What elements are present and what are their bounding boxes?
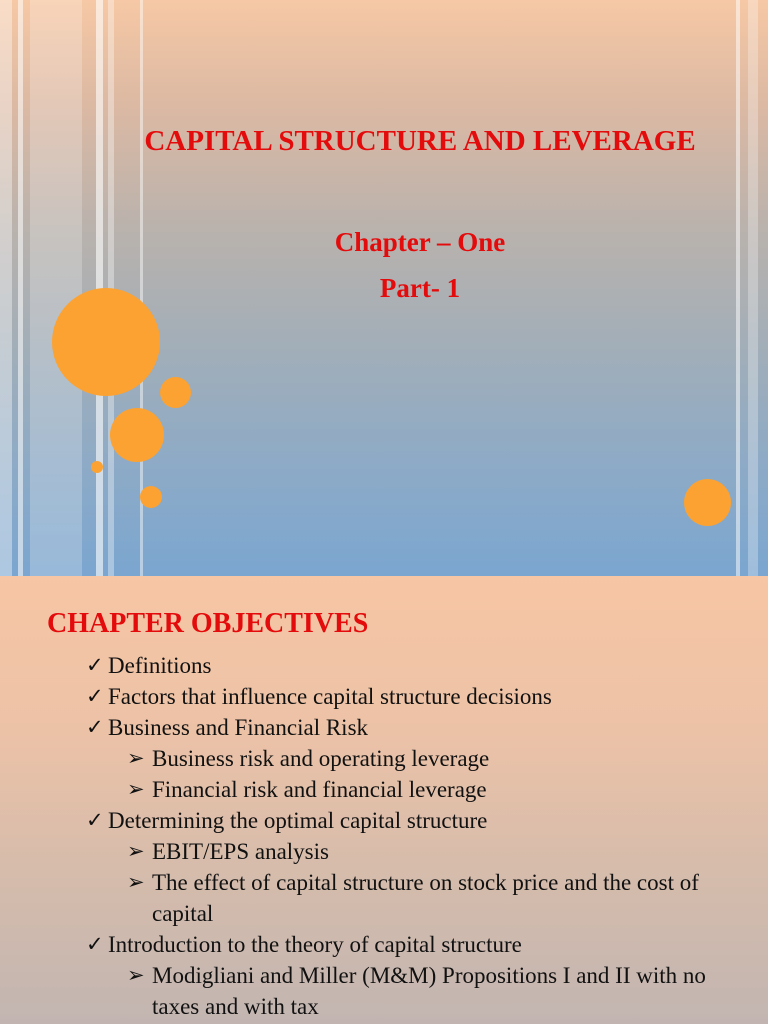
decorative-stripe <box>30 0 82 576</box>
decorative-circle <box>684 479 731 526</box>
objective-text: EBIT/EPS analysis <box>152 839 329 864</box>
decorative-stripe <box>736 0 740 576</box>
objective-text: Modigliani and Miller (M&M) Propositions I and II with no taxes and with tax <box>152 963 706 1019</box>
checkmark-icon: ✓ <box>86 808 104 832</box>
arrow-bullet-icon: ➢ <box>127 870 145 894</box>
objective-text: Financial risk and financial leverage <box>152 777 487 802</box>
objective-text: The effect of capital structure on stock price and the cost of capital <box>152 870 699 926</box>
objective-subitem <box>86 774 726 805</box>
objective-text: Definitions <box>108 653 212 678</box>
objective-text: Determining the optimal capital structure <box>108 808 488 833</box>
decorative-circle-large <box>52 288 160 396</box>
decorative-circle <box>160 377 191 408</box>
chapter-label: Chapter – One <box>334 227 506 257</box>
objectives-heading: CHAPTER OBJECTIVES <box>47 608 369 639</box>
objectives-list <box>86 650 726 1022</box>
objective-item <box>86 712 726 743</box>
decorative-circle <box>110 408 164 462</box>
objective-item <box>86 681 726 712</box>
decorative-stripe <box>748 0 758 576</box>
arrow-bullet-icon: ➢ <box>127 839 145 863</box>
objective-text: Business risk and operating leverage <box>152 746 490 771</box>
objective-subitem <box>86 743 726 774</box>
objective-item <box>86 929 726 960</box>
decorative-circle <box>140 486 162 508</box>
arrow-bullet-icon: ➢ <box>127 777 145 801</box>
slide-title: CAPITAL STRUCTURE AND LEVERAGE <box>144 125 696 157</box>
checkmark-icon: ✓ <box>86 932 104 956</box>
checkmark-icon: ✓ <box>86 684 104 708</box>
checkmark-icon: ✓ <box>86 715 104 739</box>
arrow-bullet-icon: ➢ <box>127 746 145 770</box>
objective-subitem <box>86 960 726 1022</box>
arrow-bullet-icon: ➢ <box>127 963 145 987</box>
decorative-stripe <box>0 0 12 576</box>
objective-text: Introduction to the theory of capital structure <box>108 932 522 957</box>
objective-item <box>86 805 726 836</box>
part-label: Part- 1 <box>379 273 461 303</box>
objectives-slide <box>0 576 768 1024</box>
objective-item <box>86 650 726 681</box>
objective-subitem <box>86 867 726 929</box>
checkmark-icon: ✓ <box>86 653 104 677</box>
decorative-circle <box>91 461 103 473</box>
objective-subitem <box>86 836 726 867</box>
objective-text: Business and Financial Risk <box>108 715 369 740</box>
decorative-stripe <box>18 0 23 576</box>
objective-text: Factors that influence capital structure decisions <box>108 684 552 709</box>
